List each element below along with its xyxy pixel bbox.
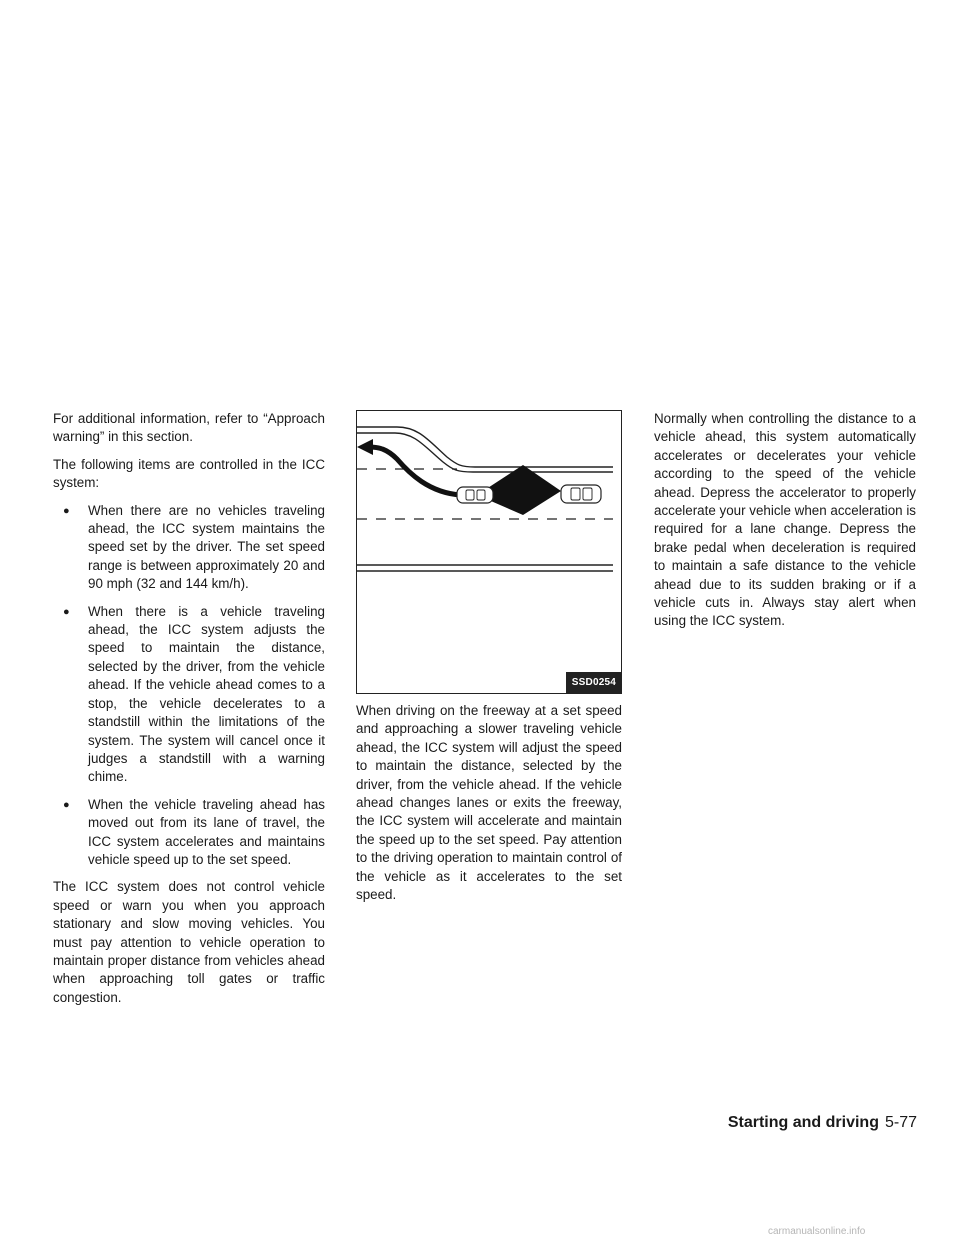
- page-footer: [707, 1114, 917, 1132]
- stationary-vehicle-warning: The ICC system does not control vehicle speed or warn you when you approach stationary and slow moving vehicles. You must pay attention to vehicle operation to maintain proper distance from vehicles ahead when approaching toll gates or traffic congestion.: [53, 879, 325, 1005]
- bullet-icon: ●: [63, 798, 70, 811]
- freeway-driving-description: When driving on the freeway at a set speed and approaching a slower traveling vehicle ahead, the ICC system will adjust the speed to maintain the distance, selected by the driver, from the vehicle ahead. If the vehicle ahead changes lanes or exits the freeway, the ICC system will accelerate and maintain the speed up to the set speed. Pay attention to the driving operation to maintain control of the vehicle as it accelerates to the set speed.: [356, 703, 622, 903]
- lane-change-arrow: [369, 447, 461, 495]
- approach-warning-reference: For additional information, refer to “Approach warning” in this section.: [53, 411, 325, 445]
- distance-control-description: Normally when controlling the distance to a vehicle ahead, this system automatically accelerates or decelerates your vehicle according to the speed of the vehicle ahead. Depress the accelerator to properly accelerate your vehicle when acceleration is required for a lane change. Depress the brake pedal when deceleration is required to maintain a safe distance to the vehicle ahead due to its sudden braking or if a vehicle cuts in. Always stay alert when using the ICC system.: [654, 411, 917, 629]
- freeway-diagram: [357, 411, 622, 694]
- section-title: Starting and driving: [727, 1114, 879, 1131]
- figure-code-label: SSD0254: [566, 672, 621, 693]
- road-edge-line: [357, 433, 613, 472]
- bullet-icon: ●: [63, 605, 70, 618]
- left-column: [53, 410, 325, 1016]
- arrow-head-icon: [357, 439, 373, 455]
- lane-change-illustration: [356, 410, 622, 694]
- page-number: 5-77: [884, 1114, 917, 1131]
- own-vehicle-icon: [457, 487, 493, 503]
- list-item: ● When the vehicle traveling ahead has moved out from its lane of travel, the ICC system accelerates and maintains vehicle speed up to the set speed.: [63, 796, 325, 867]
- bullet-icon: ●: [63, 504, 70, 517]
- controlled-items-list: [53, 502, 325, 870]
- watermark: carmanualsonline.info: [768, 1226, 866, 1237]
- list-item: ● When there is a vehicle traveling ahead, the ICC system adjusts the speed to maintain the distance, selected by the driver, from the vehicle ahead. If the vehicle ahead comes to a stop, the vehicle decelerates to a standstill within the limitations of the system. The system will cancel once it judges a standstill with a warning chime.: [63, 603, 325, 785]
- middle-column: [356, 410, 622, 913]
- controlled-items-intro: The following items are controlled in the ICC system:: [53, 456, 325, 491]
- vehicle-ahead-icon: [561, 485, 601, 503]
- list-item: ● When there are no vehicles traveling ahead, the ICC system maintains the speed set by the driver. The set speed range is between approximately 20 and 90 mph (32 and 144 km/h).: [63, 502, 325, 592]
- right-column: [654, 410, 916, 640]
